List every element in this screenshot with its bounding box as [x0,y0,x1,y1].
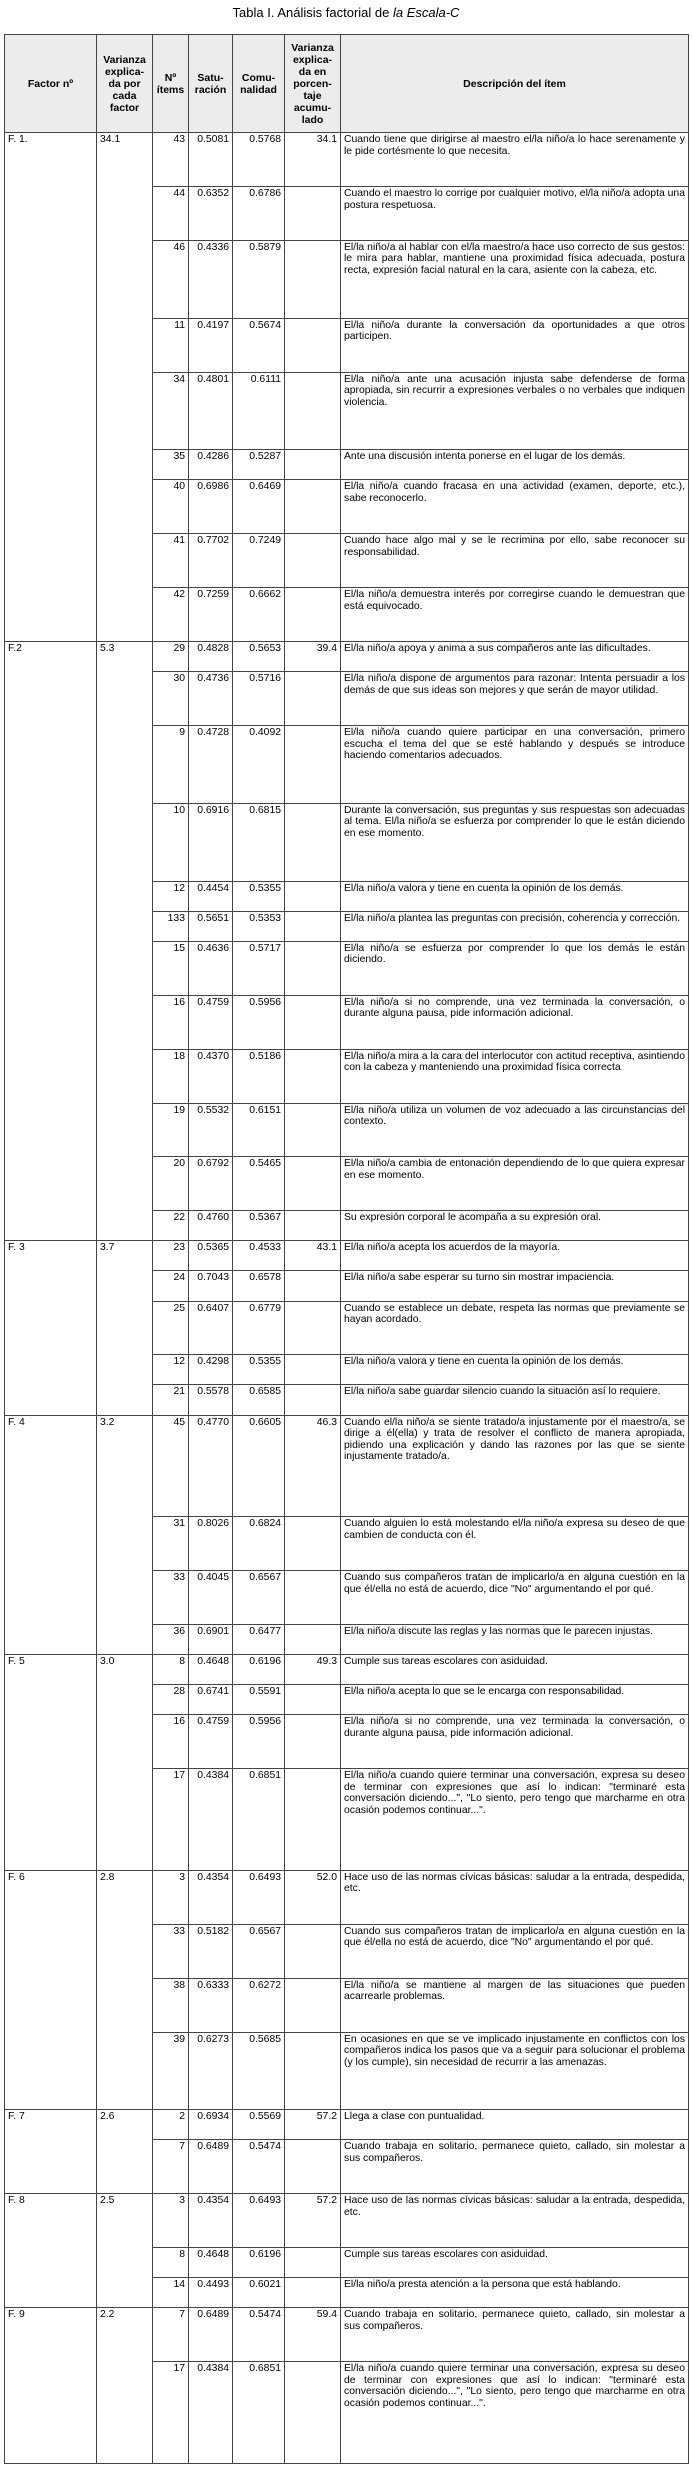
saturacion-cell: 0.7259 [189,588,233,642]
comunalidad-cell: 0.6786 [233,186,285,240]
comunalidad-cell: 0.6578 [233,1271,285,1301]
acumulado-cell [285,1103,341,1157]
description-cell: Cuando sus compañeros tratan de implicarlo/a en alguna cuestión en la que él/ella no está de acuerdo, dice "No" argumentando el por qué. [341,1924,689,1978]
comunalidad-cell: 0.6493 [233,1870,285,1924]
item-number-cell: 17 [153,1769,189,1871]
item-number-cell: 24 [153,1271,189,1301]
factor-cell: F. 4 [5,1415,97,1655]
item-number-cell: 43 [153,133,189,187]
description-cell: El/la niño/a discute las reglas y las normas que le parecen injustas. [341,1625,689,1655]
saturacion-cell: 0.6333 [189,1978,233,2032]
saturacion-cell: 0.4736 [189,672,233,726]
caption-prefix: Tabla I. Análisis factorial de [232,5,393,20]
acumulado-cell [285,2362,341,2464]
saturacion-cell: 0.5365 [189,1241,233,1271]
saturacion-cell: 0.4384 [189,2362,233,2464]
comunalidad-cell: 0.6151 [233,1103,285,1157]
acumulado-cell [285,240,341,318]
saturacion-cell: 0.6352 [189,186,233,240]
comunalidad-cell: 0.5186 [233,1049,285,1103]
acumulado-cell [285,1355,341,1385]
comunalidad-cell: 0.5879 [233,240,285,318]
comunalidad-cell: 0.5768 [233,133,285,187]
acumulado-cell [285,941,341,995]
comunalidad-cell: 0.6567 [233,1924,285,1978]
description-cell: Hace uso de las normas cívicas básicas: saludar a la entrada, despedida, etc. [341,1870,689,1924]
description-cell: Cuando se establece un debate, respeta las normas que previamente se hayan acordado. [341,1301,689,1355]
acumulado-cell [285,881,341,911]
item-number-cell: 38 [153,1978,189,2032]
comunalidad-cell: 0.5287 [233,450,285,480]
comunalidad-cell: 0.6196 [233,1655,285,1685]
comunalidad-cell: 0.6111 [233,372,285,450]
saturacion-cell: 0.6273 [189,2032,233,2110]
item-number-cell: 36 [153,1625,189,1655]
acumulado-cell [285,1301,341,1355]
item-number-cell: 40 [153,480,189,534]
comunalidad-cell: 0.5674 [233,318,285,372]
comunalidad-cell: 0.5956 [233,1715,285,1769]
item-number-cell: 14 [153,2278,189,2308]
item-number-cell: 22 [153,1211,189,1241]
description-cell: Cuando el/la niño/a se siente tratado/a injustamente por el maestro/a, se dirige a él(ella) y trata de resolver el conflicto de manera apropiada, pidiendo una explicación y dando las razones por las que se siente injustamente tratado/a. [341,1415,689,1517]
saturacion-cell: 0.5651 [189,911,233,941]
factor-cell: F. 3 [5,1241,97,1415]
saturacion-cell: 0.4828 [189,642,233,672]
acumulado-cell [285,450,341,480]
acumulado-cell [285,1157,341,1211]
varianza-cell: 2.6 [97,2110,153,2194]
saturacion-cell: 0.4045 [189,1571,233,1625]
acumulado-cell: 49.3 [285,1655,341,1685]
acumulado-cell [285,1049,341,1103]
acumulado-cell [285,726,341,804]
comunalidad-cell: 0.5367 [233,1211,285,1241]
varianza-cell: 5.3 [97,642,153,1241]
saturacion-cell: 0.4370 [189,1049,233,1103]
acumulado-cell: 46.3 [285,1415,341,1517]
description-cell: El/la niño/a dispone de argumentos para razonar: Intenta persuadir a los demás de que sus ideas son mejores y que serán de mayor utilidad. [341,672,689,726]
item-number-cell: 16 [153,995,189,1049]
item-number-cell: 16 [153,1715,189,1769]
acumulado-cell [285,1924,341,1978]
comunalidad-cell: 0.6493 [233,2194,285,2248]
description-cell: El/la niño/a acepta los acuerdos de la mayoría. [341,1241,689,1271]
description-cell: Su expresión corporal le acompaña a su expresión oral. [341,1211,689,1241]
item-number-cell: 2 [153,2110,189,2140]
table-row [5,2308,689,2362]
item-number-cell: 17 [153,2362,189,2464]
saturacion-cell: 0.6901 [189,1625,233,1655]
saturacion-cell: 0.8026 [189,1517,233,1571]
comunalidad-cell: 0.6585 [233,1385,285,1415]
comunalidad-cell: 0.5465 [233,1157,285,1211]
comunalidad-cell: 0.5474 [233,2140,285,2194]
description-cell: Ante una discusión intenta ponerse en el lugar de los demás. [341,450,689,480]
saturacion-cell: 0.4354 [189,2194,233,2248]
saturacion-cell: 0.4648 [189,2248,233,2278]
item-number-cell: 15 [153,941,189,995]
table-row [5,133,689,187]
comunalidad-cell: 0.5653 [233,642,285,672]
saturacion-cell: 0.4759 [189,1715,233,1769]
item-number-cell: 20 [153,1157,189,1211]
varianza-cell: 3.2 [97,1415,153,1655]
header-items: Nº ítems [153,35,189,133]
item-number-cell: 10 [153,803,189,881]
acumulado-cell [285,480,341,534]
item-number-cell: 45 [153,1415,189,1517]
comunalidad-cell: 0.5353 [233,911,285,941]
table-row [5,2194,689,2248]
description-cell: En ocasiones en que se ve implicado injustamente en conflictos con los compañeros indica los pasos que va a seguir para solucionar el problema (y los cumple), sin necesidad de recurrir a las amenazas. [341,2032,689,2110]
item-number-cell: 19 [153,1103,189,1157]
acumulado-cell: 59.4 [285,2308,341,2362]
item-number-cell: 46 [153,240,189,318]
saturacion-cell: 0.6489 [189,2140,233,2194]
acumulado-cell [285,1769,341,1871]
description-cell: Cuando tiene que dirigirse al maestro el/la niño/a lo hace serenamente y le pide cortésmente lo que necesita. [341,133,689,187]
description-cell: Cuando trabaja en solitario, permanece quieto, callado, sin molestar a sus compañeros. [341,2140,689,2194]
acumulado-cell [285,1978,341,2032]
comunalidad-cell: 0.4092 [233,726,285,804]
acumulado-cell [285,2278,341,2308]
description-cell: El/la niño/a plantea las preguntas con precisión, coherencia y corrección. [341,911,689,941]
item-number-cell: 35 [153,450,189,480]
description-cell: El/la niño/a cuando quiere participar en una conversación, primero escucha el tema del que se esté hablando y después se introduce haciendo comentarios adecuados. [341,726,689,804]
description-cell: El/la niño/a acepta lo que se le encarga con responsabilidad. [341,1685,689,1715]
saturacion-cell: 0.4336 [189,240,233,318]
acumulado-cell: 43.1 [285,1241,341,1271]
comunalidad-cell: 0.6605 [233,1415,285,1517]
description-cell: Durante la conversación, sus preguntas y sus respuestas son adecuadas al tema. El/la niño/a se esfuerza por comprender lo que le están diciendo en ese momento. [341,803,689,881]
comunalidad-cell: 0.5569 [233,2110,285,2140]
description-cell: El/la niño/a demuestra interés por corregirse cuando le demuestran que está equivocado. [341,588,689,642]
saturacion-cell: 0.4197 [189,318,233,372]
comunalidad-cell: 0.6477 [233,1625,285,1655]
comunalidad-cell: 0.6824 [233,1517,285,1571]
comunalidad-cell: 0.5474 [233,2308,285,2362]
table-row [5,1870,689,1924]
saturacion-cell: 0.6916 [189,803,233,881]
factor-cell: F. 5 [5,1655,97,1871]
acumulado-cell [285,1211,341,1241]
factor-cell: F. 8 [5,2194,97,2308]
item-number-cell: 31 [153,1517,189,1571]
table-row [5,1655,689,1685]
item-number-cell: 12 [153,881,189,911]
item-number-cell: 29 [153,642,189,672]
description-cell: Cumple sus tareas escolares con asiduidad. [341,2248,689,2278]
acumulado-cell: 39.4 [285,642,341,672]
description-cell: El/la niño/a sabe esperar su turno sin mostrar impaciencia. [341,1271,689,1301]
description-cell: El/la niño/a al hablar con el/la maestro/a hace uso correcto de sus gestos: le mira para hablar, mantiene una proximidad física adecuada, postura recta, expresión facial natural en la cara, asiente con la cabeza, etc. [341,240,689,318]
factor-cell: F. 6 [5,1870,97,2110]
factor-cell: F. 9 [5,2308,97,2464]
saturacion-cell: 0.7702 [189,534,233,588]
varianza-cell: 34.1 [97,133,153,642]
header-descripcion: Descripción del ítem [341,35,689,133]
description-cell: El/la niño/a cuando quiere terminar una conversación, expresa su deseo de terminar con expresiones que así lo indican: "terminaré esta conversación diciendo...", "Lo siento, pero tengo que marcharme en otra ocasión podemos continuar...". [341,1769,689,1871]
description-cell: Llega a clase con puntualidad. [341,2110,689,2140]
item-number-cell: 18 [153,1049,189,1103]
item-number-cell: 25 [153,1301,189,1355]
table-caption [0,0,692,24]
acumulado-cell [285,995,341,1049]
item-number-cell: 11 [153,318,189,372]
saturacion-cell: 0.4493 [189,2278,233,2308]
description-cell: El/la niño/a valora y tiene en cuenta la opinión de los demás. [341,881,689,911]
acumulado-cell [285,2032,341,2110]
saturacion-cell: 0.5578 [189,1385,233,1415]
item-number-cell: 30 [153,672,189,726]
item-number-cell: 8 [153,2248,189,2278]
saturacion-cell: 0.4454 [189,881,233,911]
comunalidad-cell: 0.4533 [233,1241,285,1271]
comunalidad-cell: 0.6196 [233,2248,285,2278]
item-number-cell: 28 [153,1685,189,1715]
acumulado-cell: 57.2 [285,2110,341,2140]
comunalidad-cell: 0.5717 [233,941,285,995]
item-number-cell: 3 [153,1870,189,1924]
saturacion-cell: 0.6741 [189,1685,233,1715]
saturacion-cell: 0.7043 [189,1271,233,1301]
description-cell: El/la niño/a cambia de entonación dependiendo de lo que quiera expresar en ese momento. [341,1157,689,1211]
item-number-cell: 34 [153,372,189,450]
varianza-cell: 2.5 [97,2194,153,2308]
item-number-cell: 133 [153,911,189,941]
acumulado-cell [285,1625,341,1655]
description-cell: El/la niño/a se esfuerza por comprender lo que los demás le están diciendo. [341,941,689,995]
description-cell: Cuando sus compañeros tratan de implicarlo/a en alguna cuestión en la que él/ella no está de acuerdo, dice "No" argumentando el por qué. [341,1571,689,1625]
saturacion-cell: 0.4801 [189,372,233,450]
header-varianza: Varianza explica-da por cada factor [97,35,153,133]
saturacion-cell: 0.4648 [189,1655,233,1685]
description-cell: El/la niño/a si no comprende, una vez terminada la conversación, o durante alguna pausa, pide información adicional. [341,1715,689,1769]
comunalidad-cell: 0.6567 [233,1571,285,1625]
acumulado-cell [285,186,341,240]
description-cell: Cumple sus tareas escolares con asiduidad. [341,1655,689,1685]
comunalidad-cell: 0.5685 [233,2032,285,2110]
comunalidad-cell: 0.5956 [233,995,285,1049]
table-row [5,1415,689,1517]
acumulado-cell [285,1571,341,1625]
header-acumulado: Varianza explica-da en porcen-taje acumu-lado [285,35,341,133]
factor-cell: F. 1. [5,133,97,642]
saturacion-cell: 0.4636 [189,941,233,995]
item-number-cell: 7 [153,2140,189,2194]
varianza-cell: 2.8 [97,1870,153,2110]
acumulado-cell [285,372,341,450]
description-cell: El/la niño/a presta atención a la persona que está hablando. [341,2278,689,2308]
comunalidad-cell: 0.6272 [233,1978,285,2032]
description-cell: El/la niño/a sabe guardar silencio cuando la situación así lo requiere. [341,1385,689,1415]
table-row [5,1241,689,1271]
header-comunalidad: Comu-nalidad [233,35,285,133]
acumulado-cell [285,1715,341,1769]
table-body [5,133,689,2464]
description-cell: Cuando alguien lo está molestando el/la niño/a expresa su deseo de que cambien de conducta con él. [341,1517,689,1571]
item-number-cell: 3 [153,2194,189,2248]
item-number-cell: 8 [153,1655,189,1685]
comunalidad-cell: 0.6469 [233,480,285,534]
caption-italic: la Escala-C [392,5,460,20]
description-cell: El/la niño/a utiliza un volumen de voz adecuado a las circunstancias del contexto. [341,1103,689,1157]
description-cell: El/la niño/a ante una acusación injusta sabe defenderse de forma apropiada, sin recurrir a expresiones verbales o no verbales que indiquen violencia. [341,372,689,450]
acumulado-cell [285,911,341,941]
item-number-cell: 33 [153,1571,189,1625]
saturacion-cell: 0.6407 [189,1301,233,1355]
factor-analysis-table [4,34,689,2464]
saturacion-cell: 0.4770 [189,1415,233,1517]
description-cell: El/la niño/a mira a la cara del interlocutor con actitud receptiva, asintiendo con la cabeza y manteniendo una proximidad física correcta [341,1049,689,1103]
header-row [5,35,689,133]
item-number-cell: 7 [153,2308,189,2362]
acumulado-cell [285,534,341,588]
description-cell: Cuando el maestro lo corrige por cualquier motivo, el/la niño/a adopta una postura respetuosa. [341,186,689,240]
acumulado-cell: 34.1 [285,133,341,187]
acumulado-cell [285,318,341,372]
comunalidad-cell: 0.7249 [233,534,285,588]
description-cell: El/la niño/a apoya y anima a sus compañeros ante las dificultades. [341,642,689,672]
comunalidad-cell: 0.5355 [233,1355,285,1385]
description-cell: Hace uso de las normas cívicas básicas: saludar a la entrada, despedida, etc. [341,2194,689,2248]
acumulado-cell [285,1271,341,1301]
acumulado-cell [285,588,341,642]
varianza-cell: 3.7 [97,1241,153,1415]
description-cell: Cuando trabaja en solitario, permanece quieto, callado, sin molestar a sus compañeros. [341,2308,689,2362]
item-number-cell: 9 [153,726,189,804]
acumulado-cell [285,1685,341,1715]
saturacion-cell: 0.5081 [189,133,233,187]
comunalidad-cell: 0.6662 [233,588,285,642]
saturacion-cell: 0.5532 [189,1103,233,1157]
item-number-cell: 33 [153,1924,189,1978]
saturacion-cell: 0.6489 [189,2308,233,2362]
description-cell: El/la niño/a si no comprende, una vez terminada la conversación, o durante alguna pausa, pide información adicional. [341,995,689,1049]
acumulado-cell: 57.2 [285,2194,341,2248]
description-cell: El/la niño/a cuando fracasa en una actividad (examen, deporte, etc.), sabe reconocerlo. [341,480,689,534]
factor-cell: F.2 [5,642,97,1241]
description-cell: El/la niño/a se mantiene al margen de las situaciones que pueden acarrearle problemas. [341,1978,689,2032]
acumulado-cell [285,803,341,881]
acumulado-cell: 52.0 [285,1870,341,1924]
factor-cell: F. 7 [5,2110,97,2194]
saturacion-cell: 0.4384 [189,1769,233,1871]
header-factor: Factor nº [5,35,97,133]
description-cell: El/la niño/a cuando quiere terminar una conversación, expresa su deseo de terminar con expresiones que así lo indican: "terminaré esta conversación diciendo...", "Lo siento, pero tengo que marcharme en otra ocasión podemos continuar...". [341,2362,689,2464]
comunalidad-cell: 0.5591 [233,1685,285,1715]
comunalidad-cell: 0.5355 [233,881,285,911]
saturacion-cell: 0.6986 [189,480,233,534]
item-number-cell: 39 [153,2032,189,2110]
item-number-cell: 44 [153,186,189,240]
saturacion-cell: 0.4286 [189,450,233,480]
varianza-cell: 2.2 [97,2308,153,2464]
acumulado-cell [285,2140,341,2194]
acumulado-cell [285,1385,341,1415]
acumulado-cell [285,672,341,726]
item-number-cell: 21 [153,1385,189,1415]
acumulado-cell [285,1517,341,1571]
description-cell: Cuando hace algo mal y se le recrimina por ello, sabe reconocer su responsabilidad. [341,534,689,588]
saturacion-cell: 0.4298 [189,1355,233,1385]
comunalidad-cell: 0.6851 [233,1769,285,1871]
saturacion-cell: 0.4354 [189,1870,233,1924]
acumulado-cell [285,2248,341,2278]
item-number-cell: 23 [153,1241,189,1271]
saturacion-cell: 0.6934 [189,2110,233,2140]
description-cell: El/la niño/a valora y tiene en cuenta la opinión de los demás. [341,1355,689,1385]
comunalidad-cell: 0.6779 [233,1301,285,1355]
saturacion-cell: 0.5182 [189,1924,233,1978]
item-number-cell: 42 [153,588,189,642]
item-number-cell: 12 [153,1355,189,1385]
saturacion-cell: 0.4759 [189,995,233,1049]
table-row [5,642,689,672]
table-row [5,2110,689,2140]
comunalidad-cell: 0.6851 [233,2362,285,2464]
item-number-cell: 41 [153,534,189,588]
comunalidad-cell: 0.6021 [233,2278,285,2308]
saturacion-cell: 0.4760 [189,1211,233,1241]
description-cell: El/la niño/a durante la conversación da oportunidades a que otros participen. [341,318,689,372]
comunalidad-cell: 0.5716 [233,672,285,726]
saturacion-cell: 0.6792 [189,1157,233,1211]
varianza-cell: 3.0 [97,1655,153,1871]
header-saturacion: Satu-ración [189,35,233,133]
saturacion-cell: 0.4728 [189,726,233,804]
comunalidad-cell: 0.6815 [233,803,285,881]
